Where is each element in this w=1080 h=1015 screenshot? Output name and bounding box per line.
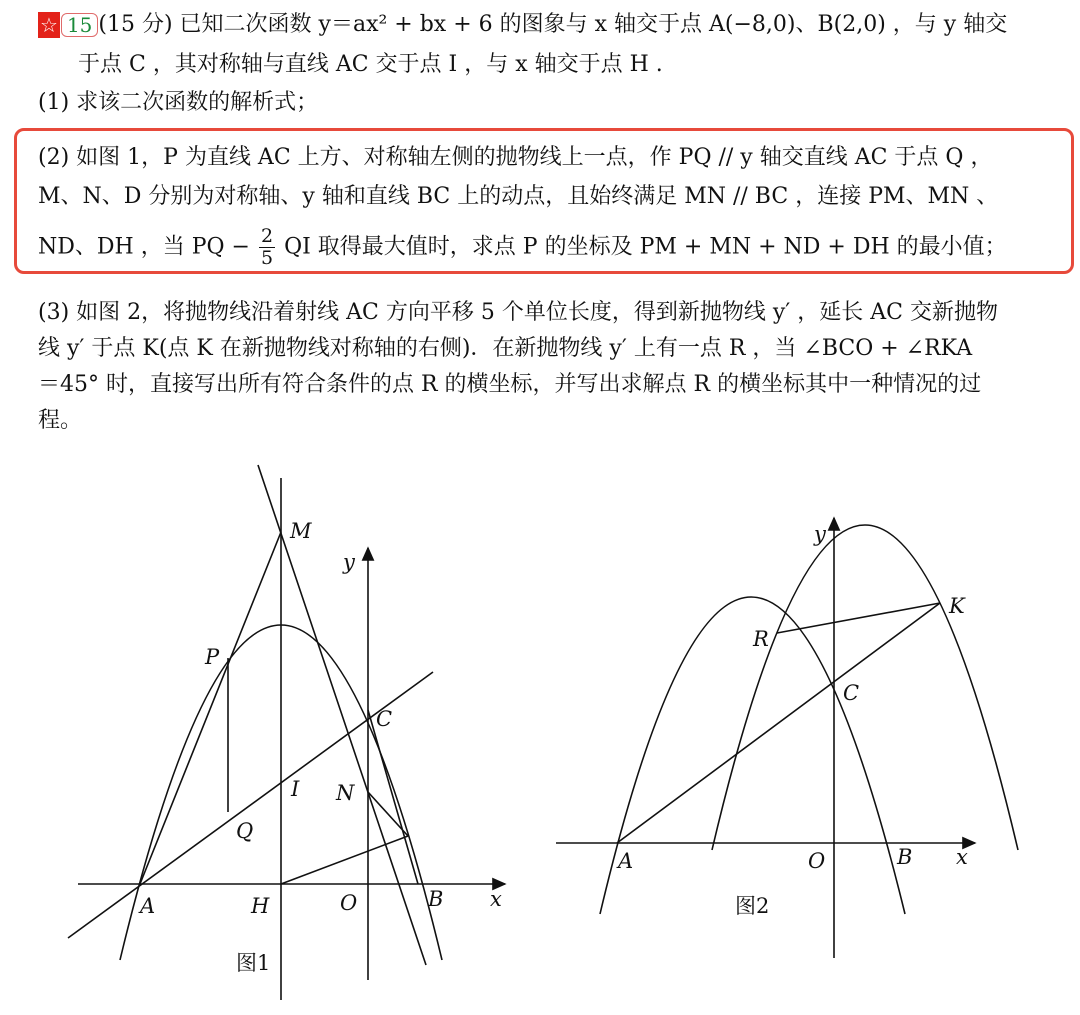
fig2-line-ak — [617, 603, 940, 843]
part-2-line-3 — [38, 226, 1007, 269]
fig1-label-x: x — [490, 887, 502, 911]
fig1-label-Q: Q — [236, 819, 254, 843]
fig1-label-O: O — [340, 891, 358, 915]
fig2-label-O: O — [808, 849, 826, 873]
question-number-badge: 15 — [61, 13, 98, 37]
fig2-label-C: C — [843, 681, 860, 705]
part-2-line-3-start: ND、DH ，当 PQ − — [38, 234, 250, 260]
part-3-line-1: (3) 如图 2，将抛物线沿着射线 AC 方向平移 5 个单位长度，得到新抛物线 y′ ，延长 AC 交新抛物 — [38, 300, 998, 325]
part-2-line-2: M、N、D 分别为对称轴、y 轴和直线 BC 上的动点，且始终满足 MN // BC ，连接 PM、MN 、 — [38, 184, 999, 209]
fig1-label-I: I — [291, 777, 300, 801]
figure-2 — [540, 440, 1080, 1015]
problem-statement-line-2: 于点 C ，其对称轴与直线 AC 交于点 I ，与 x 轴交于点 H . — [78, 52, 663, 77]
fig2-caption: 图2 — [735, 894, 770, 918]
part-3-line-3: ＝45° 时，直接写出所有符合条件的点 R 的横坐标，并写出求解点 R 的横坐标其中一种情况的过 — [38, 372, 982, 397]
fig2-new-parabola — [712, 525, 1018, 850]
part-3-line-4: 程。 — [38, 408, 83, 433]
fig2-label-y: y — [814, 522, 826, 546]
problem-statement-line-1: (15 分) 已知二次函数 y＝ax² + bx + 6 的图象与 x 轴交于点 A(−8,0)、B(2,0) ，与 y 轴交 — [98, 12, 1008, 37]
fig1-label-y: y — [343, 550, 355, 574]
star-icon: ☆ — [40, 13, 58, 37]
fig1-label-N: N — [336, 781, 355, 805]
fraction-numerator: 2 — [260, 225, 274, 247]
fig2-label-x: x — [956, 845, 968, 869]
fig1-label-C: C — [376, 707, 393, 731]
problem-line-1 — [38, 10, 1007, 40]
fig1-label-B: B — [428, 887, 444, 911]
fig2-label-R: R — [753, 627, 769, 651]
fig1-label-A: A — [140, 894, 156, 918]
fig2-segment-rk — [777, 603, 940, 633]
fig2-label-A: A — [618, 849, 634, 873]
fig1-label-P: P — [205, 645, 220, 669]
part-2-line-1: (2) 如图 1，P 为直线 AC 上方、对称轴左侧的抛物线上一点，作 PQ // y 轴交直线 AC 于点 Q ， — [38, 145, 993, 170]
part-1-text: (1) 求该二次函数的解析式； — [38, 90, 319, 115]
fig1-label-H: H — [251, 894, 270, 918]
fig1-line-m-right — [258, 465, 426, 965]
fig1-label-M: M — [290, 519, 312, 543]
fraction-denominator: 5 — [260, 247, 274, 269]
fig1-caption: 图1 — [236, 951, 271, 975]
fraction-two-fifths — [259, 226, 275, 269]
fig1-segment-cb — [368, 710, 418, 884]
part-3-line-2: 线 y′ 于点 K(点 K 在新抛物线对称轴的右侧)．在新抛物线 y′ 上有一点 R ，当 ∠BCO + ∠RKA — [38, 336, 973, 361]
figure-1 — [0, 440, 540, 1015]
part-2-line-3-end: QI 取得最大值时，求点 P 的坐标及 PM + MN + ND + DH 的最小值； — [284, 234, 1007, 260]
fig2-label-K: K — [949, 594, 965, 618]
fig1-line-m-left — [140, 532, 281, 884]
fig1-segment-hd — [281, 836, 408, 884]
fig2-label-B: B — [897, 845, 913, 869]
